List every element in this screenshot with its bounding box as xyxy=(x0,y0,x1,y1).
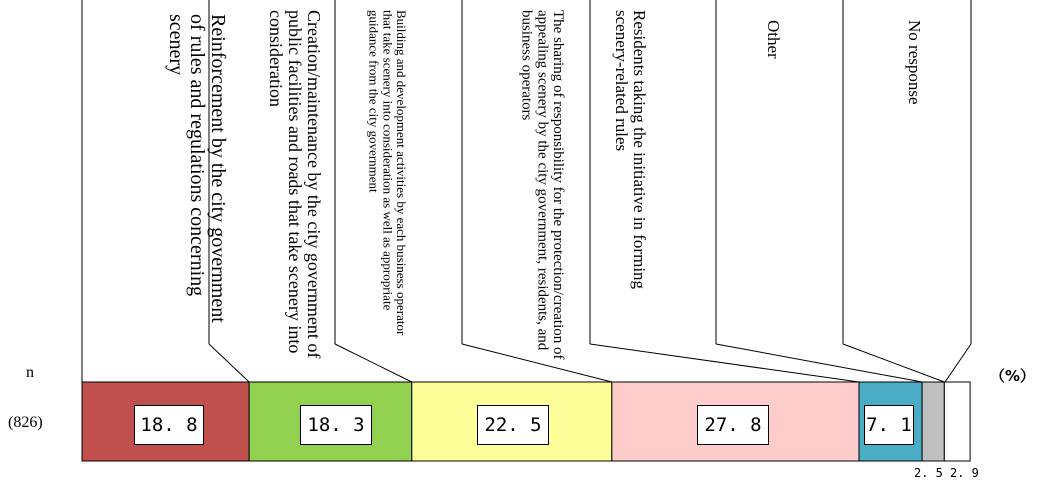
bar-segment-other xyxy=(922,382,944,461)
value-label-public-facilities: 18. 3 xyxy=(300,405,372,445)
category-label-shared-responsibility: The sharing of responsibility for the protection/creation of appealing scenery by the city government, residents, and business operators xyxy=(518,10,566,360)
n-label: n xyxy=(26,364,34,381)
category-label-other: Other xyxy=(764,20,783,59)
value-label-other: 2. 5 xyxy=(914,466,943,480)
category-label-rules-regulations: Reinforcement by the city government of rules and regulations concerning scenery xyxy=(165,14,229,323)
leader-line-no-response xyxy=(945,344,971,382)
category-label-public-facilities: Creation/maintenance by the city government of public facilities and roads that take scenery into consideration xyxy=(266,10,324,359)
category-label-no-response: No response xyxy=(905,20,924,105)
category-label-resident-initiative: Residents taking the initiative in forming scenery-related rules xyxy=(612,10,649,290)
value-label-resident-initiative: 7. 1 xyxy=(864,405,914,445)
category-label-business-operators: Building and development activities by each business operator that take scenery into consideration as well as appropriate guidance from the city government xyxy=(366,10,409,336)
row-label: (826) xyxy=(8,414,43,431)
value-label-business-operators: 22. 5 xyxy=(477,405,549,445)
bar-segment-no-response xyxy=(944,382,970,461)
unit-label: （%） xyxy=(990,367,1036,385)
value-label-shared-responsibility: 27. 8 xyxy=(697,405,769,445)
value-label-no-response: 2. 9 xyxy=(950,466,979,480)
value-label-rules-regulations: 18. 8 xyxy=(134,405,204,445)
